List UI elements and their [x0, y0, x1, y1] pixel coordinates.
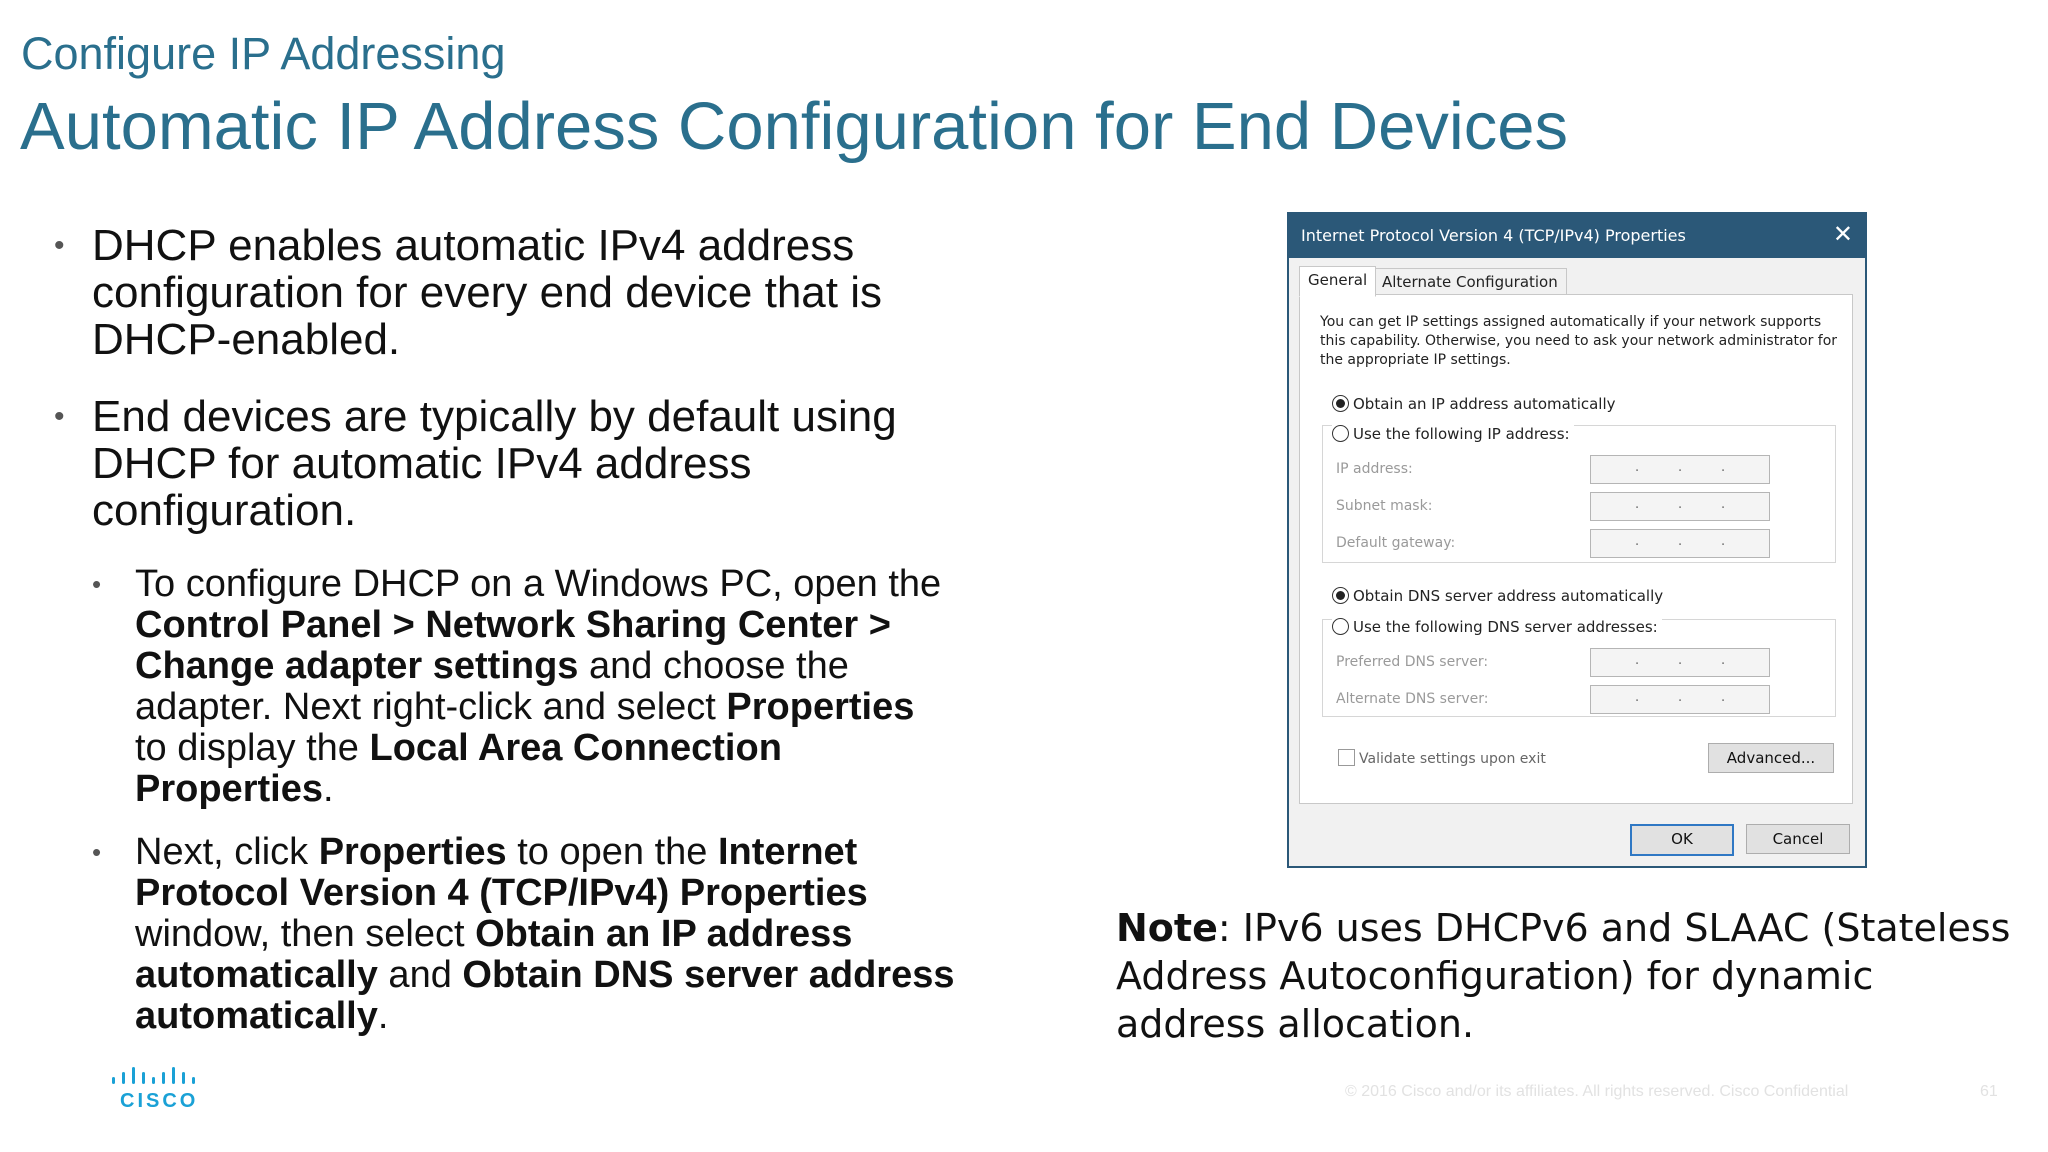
- sub-bullet-configure: [92, 563, 955, 810]
- ok-button[interactable]: OK: [1630, 824, 1734, 856]
- note-body: : IPv6 uses DHCPv6 and SLAAC (Stateless Address Autoconfiguration) for dynamic address allocation.: [1116, 906, 2011, 1046]
- bullet-dhcp: [54, 221, 972, 364]
- ip-separator: .: [1635, 534, 1640, 549]
- dialog-titlebar: [1289, 214, 1865, 258]
- radio-obtain-dns-auto[interactable]: [1332, 587, 1663, 605]
- ip-separator: .: [1678, 534, 1683, 549]
- checkbox-unchecked-icon[interactable]: [1338, 749, 1355, 766]
- section-subtitle: Configure IP Addressing: [21, 28, 506, 79]
- bullet-dot: •: [54, 229, 65, 262]
- radio-label: Use the following IP address:: [1353, 425, 1570, 443]
- text: window, then select: [135, 913, 476, 955]
- bold-text: Properties: [318, 831, 507, 873]
- text: and choose the adapter. Next right-click and select: [135, 645, 849, 728]
- bold-text: Control Panel > Network Sharing Center > Change adapter settings: [135, 604, 891, 687]
- validate-settings-checkbox[interactable]: [1338, 749, 1546, 767]
- bullet-text: DHCP enables automatic IPv4 address configuration for every end device that is DHCP-enabled.: [92, 221, 883, 364]
- text: To configure DHCP on a Windows PC, open the: [135, 563, 942, 605]
- radio-checked-icon[interactable]: [1332, 587, 1349, 604]
- text: to display the: [135, 727, 370, 769]
- radio-obtain-ip-auto[interactable]: [1332, 395, 1616, 413]
- radio-use-following-ip[interactable]: [1332, 425, 1574, 443]
- checkbox-label: Validate settings upon exit: [1359, 751, 1546, 767]
- bullet-text: End devices are typically by default using DHCP for automatic IPv4 address configuration.: [92, 392, 897, 535]
- dialog-description: You can get IP settings assigned automatically if your network supports this capability. Otherwise, you need to ask your network administrator for the appropriate IP settings.: [1320, 314, 1838, 368]
- ip-separator: .: [1678, 690, 1683, 705]
- preferred-dns-label: Preferred DNS server:: [1336, 654, 1489, 670]
- ip-separator: .: [1678, 497, 1683, 512]
- subnet-mask-label: Subnet mask:: [1336, 498, 1433, 514]
- bold-text: Properties: [726, 686, 915, 728]
- default-gateway-label: Default gateway:: [1336, 535, 1456, 551]
- alternate-dns-label: Alternate DNS server:: [1336, 691, 1489, 707]
- ip-separator: .: [1721, 460, 1726, 475]
- radio-checked-icon[interactable]: [1332, 395, 1349, 412]
- ip-separator: .: [1721, 497, 1726, 512]
- ip-separator: .: [1635, 653, 1640, 668]
- page-title: Automatic IP Address Configuration for End Devices: [20, 89, 1569, 164]
- radio-unchecked-icon[interactable]: [1332, 618, 1349, 635]
- text: and: [377, 954, 463, 996]
- radio-label: Obtain an IP address automatically: [1353, 395, 1616, 413]
- close-icon[interactable]: ✕: [1832, 220, 1853, 248]
- general-tab-panel: [1299, 294, 1853, 804]
- bullet-dot: •: [54, 400, 65, 433]
- bullet-default: [54, 392, 972, 535]
- dialog-title: Internet Protocol Version 4 (TCP/IPv4) Properties: [1301, 226, 1686, 245]
- text: Next, click: [135, 831, 319, 873]
- ip-separator: .: [1678, 653, 1683, 668]
- tab-general[interactable]: General: [1299, 266, 1376, 297]
- ip-separator: .: [1721, 534, 1726, 549]
- bold-text: Obtain DNS server address automatically: [135, 954, 955, 1037]
- text: to open the: [506, 831, 718, 873]
- advanced-button[interactable]: Advanced...: [1708, 743, 1834, 773]
- bullet-dot: •: [92, 837, 102, 867]
- ip-separator: .: [1678, 460, 1683, 475]
- radio-label: Use the following DNS server addresses:: [1353, 618, 1658, 636]
- bold-text: Internet Protocol Version 4 (TCP/IPv4) Properties: [135, 831, 868, 914]
- ip-separator: .: [1721, 690, 1726, 705]
- ip-separator: .: [1635, 497, 1640, 512]
- subnet-mask-input[interactable]: [1590, 492, 1770, 521]
- ip-separator: .: [1635, 460, 1640, 475]
- note-text: [1116, 904, 2016, 1048]
- bold-text: Local Area Connection Properties: [135, 727, 782, 810]
- bold-text: Obtain an IP address automatically: [135, 913, 853, 996]
- footer-copyright: © 2016 Cisco and/or its affiliates. All rights reserved. Cisco Confidential: [1345, 1083, 1849, 1100]
- page-number: 61: [1980, 1083, 1998, 1100]
- radio-use-following-dns[interactable]: [1332, 618, 1662, 636]
- radio-label: Obtain DNS server address automatically: [1353, 587, 1664, 605]
- ip-separator: .: [1721, 653, 1726, 668]
- preferred-dns-input[interactable]: [1590, 648, 1770, 677]
- text: .: [377, 995, 389, 1037]
- sub-bullet-properties: [92, 831, 955, 1037]
- ip-address-input[interactable]: [1590, 455, 1770, 484]
- ip-address-label: IP address:: [1336, 461, 1413, 477]
- cancel-button[interactable]: Cancel: [1746, 824, 1850, 854]
- alternate-dns-input[interactable]: [1590, 685, 1770, 714]
- tab-alternate-configuration[interactable]: Alternate Configuration: [1373, 268, 1567, 296]
- ip-separator: .: [1635, 690, 1640, 705]
- cisco-logo-icon: [110, 1064, 196, 1090]
- default-gateway-input[interactable]: [1590, 529, 1770, 558]
- ipv4-properties-dialog: [1287, 212, 1867, 868]
- radio-unchecked-icon[interactable]: [1332, 425, 1349, 442]
- bullet-dot: •: [92, 569, 102, 599]
- note-label: Note: [1116, 906, 1218, 950]
- text: .: [322, 768, 334, 810]
- cisco-logo-text: CISCO: [120, 1090, 199, 1112]
